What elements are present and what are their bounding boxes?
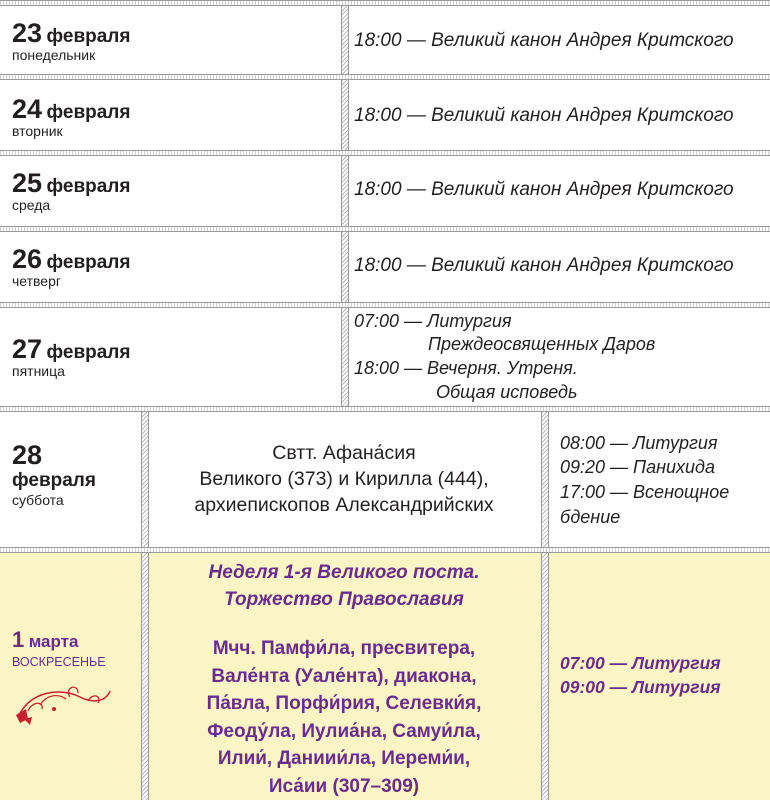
service-line: Общая исповедь bbox=[436, 382, 578, 402]
column-divider bbox=[541, 553, 549, 800]
service-line: 17:00 — Всенощное bbox=[560, 482, 730, 502]
date-cell bbox=[12, 627, 106, 669]
date-cell bbox=[12, 244, 130, 289]
date-cell bbox=[12, 442, 96, 508]
service-text: 18:00 — Великий канон Андрея Критского bbox=[354, 30, 734, 51]
column-divider bbox=[341, 80, 349, 150]
date-cell bbox=[12, 334, 130, 379]
month-label: февраля bbox=[46, 102, 131, 123]
feast-title-line: Торжество Православия bbox=[224, 589, 464, 610]
sunday-row bbox=[0, 553, 770, 800]
schedule-row bbox=[0, 412, 770, 547]
service-line: 07:00 — Литургия bbox=[354, 311, 512, 331]
service-line: 07:00 — Литургия bbox=[560, 653, 721, 673]
column-divider bbox=[341, 156, 349, 226]
saint-line: Илии́, Даниии́ла, Иереми́и, bbox=[217, 748, 471, 769]
weekday-label: суббота bbox=[12, 492, 64, 508]
schedule-row bbox=[0, 80, 770, 150]
service-line: 08:00 — Литургия bbox=[560, 433, 718, 453]
day-number: 1 bbox=[12, 627, 25, 652]
saint-commemoration bbox=[149, 440, 539, 518]
date-cell bbox=[12, 94, 130, 139]
saint-line: Вале́нта (Уале́нта), диакона, bbox=[211, 665, 477, 687]
column-divider bbox=[141, 412, 149, 547]
month-label: февраля bbox=[46, 176, 131, 197]
feast-title bbox=[149, 559, 539, 613]
weekday-label: ВОСКРЕСЕНЬЕ bbox=[12, 655, 106, 669]
saint-line: Феоду́ла, Иулиа́на, Самуи́ла, bbox=[207, 720, 481, 742]
weekday-label: понедельник bbox=[12, 47, 96, 63]
day-number: 28 bbox=[12, 440, 43, 470]
saint-line: Па́вла, Порфи́рия, Селевки́я, bbox=[206, 693, 482, 714]
schedule-row bbox=[0, 156, 770, 226]
column-divider bbox=[341, 6, 349, 74]
month-label: февраля bbox=[46, 342, 131, 363]
month-label: февраля bbox=[12, 470, 96, 491]
month-label: февраля bbox=[46, 252, 131, 273]
service-text: 18:00 — Великий канон Андрея Критского bbox=[354, 105, 734, 126]
weekday-label: четверг bbox=[12, 273, 61, 289]
weekday-label: пятница bbox=[12, 363, 65, 379]
date-cell bbox=[12, 18, 130, 63]
service-line: бдение bbox=[560, 507, 621, 527]
column-divider bbox=[541, 412, 549, 547]
floral-ornament-icon bbox=[10, 671, 114, 727]
saints-commemoration bbox=[149, 635, 539, 800]
column-divider bbox=[341, 232, 349, 302]
day-number: 25 bbox=[12, 168, 43, 198]
saint-line: Иса́ии (307–309) bbox=[268, 775, 420, 797]
service-line: Преждеосвященных Даров bbox=[428, 334, 656, 354]
weekday-label: среда bbox=[12, 197, 51, 213]
feast-title-line: Неделя 1-я Великого поста. bbox=[208, 562, 480, 583]
day-number: 27 bbox=[12, 334, 43, 364]
month-label: марта bbox=[28, 632, 79, 651]
service-text: 18:00 — Великий канон Андрея Критского bbox=[354, 179, 734, 200]
column-divider bbox=[341, 308, 349, 406]
saint-line: Мчч. Памфи́ла, пресвитера, bbox=[212, 638, 476, 659]
day-number: 26 bbox=[12, 244, 43, 274]
day-number: 24 bbox=[12, 94, 43, 124]
column-divider bbox=[141, 553, 149, 800]
date-cell bbox=[12, 168, 130, 213]
day-number: 23 bbox=[12, 18, 43, 48]
schedule-row bbox=[0, 308, 770, 406]
saint-line: архиепископов Александрийских bbox=[194, 494, 494, 516]
schedule-row bbox=[0, 6, 770, 74]
service-line: 09:20 — Панихида bbox=[560, 457, 715, 477]
saint-line: Свтт. Афана́сия bbox=[272, 442, 416, 464]
saint-line: Великого (373) и Кирилла (444), bbox=[199, 468, 489, 490]
service-line: 18:00 — Вечерня. Утреня. bbox=[354, 358, 578, 378]
service-text: 18:00 — Великий канон Андрея Критского bbox=[354, 255, 734, 276]
schedule-row bbox=[0, 232, 770, 302]
weekday-label: вторник bbox=[12, 123, 63, 139]
month-label: февраля bbox=[46, 26, 131, 47]
service-line: 09:00 — Литургия bbox=[560, 677, 721, 697]
